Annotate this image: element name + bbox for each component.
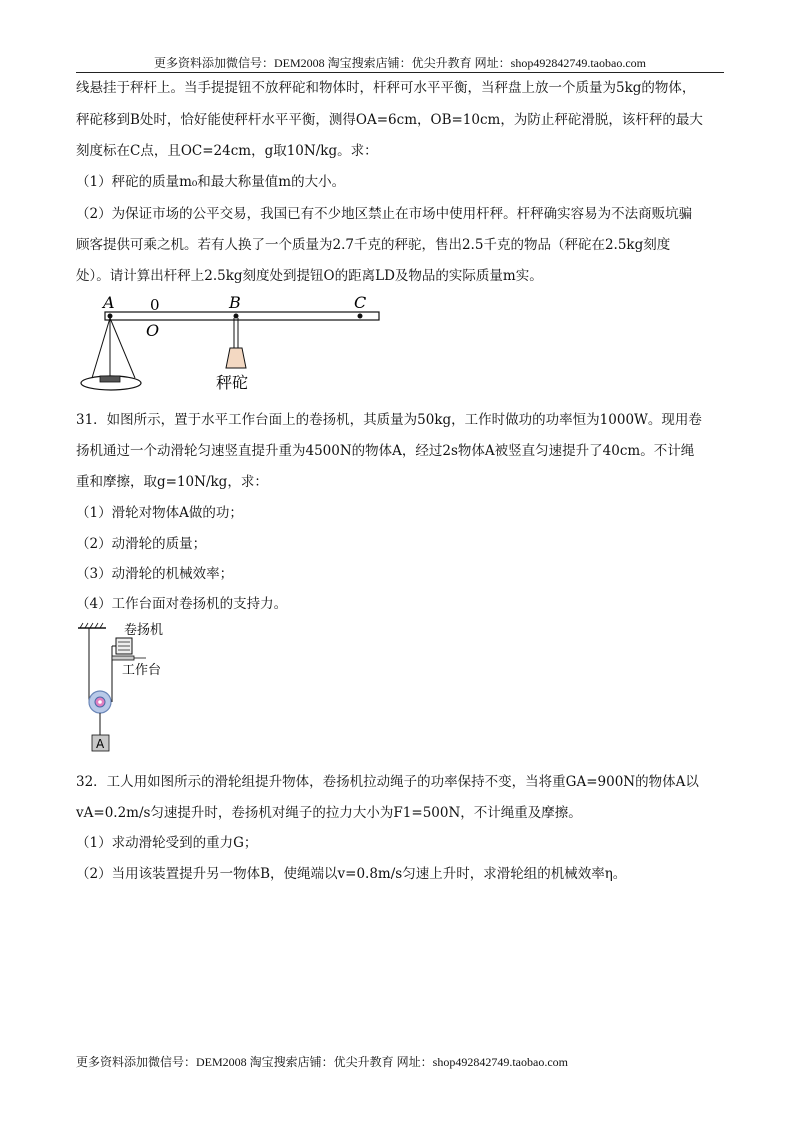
label-knob: 0 (150, 296, 160, 314)
q31-stem-line-1: 31．如图所示，置于水平工作台面上的卷扬机，其质量为50kg，工作时做功的功率恒为1000W。现用卷 (76, 412, 702, 428)
page-footer: 更多资料添加微信号：DEM2008 淘宝搜索店铺：优尖升教育 网址：shop492842749.taobao.com (76, 1055, 568, 1069)
counterweight (226, 348, 246, 368)
q30-sub-1: （1）秤砣的质量m₀和最大称量值m的大小。 (76, 174, 346, 190)
q30-line-2: 秤砣移到B处时，恰好能使秤杆水平平衡，测得OA=6cm，OB=10cm，为防止秤砣滑脱，该杆秤的最大 (76, 112, 703, 128)
page-header: 更多资料添加微信号：DEM2008 淘宝搜索店铺：优尖升教育 网址：shop492842749.taobao.com (154, 56, 646, 70)
q32-sub-1: （1）求动滑轮受到的重力G； (76, 835, 258, 851)
point-b-dot (234, 314, 239, 319)
q31-sub-2: （2）动滑轮的质量； (76, 536, 207, 552)
winch-pulley-figure (72, 620, 212, 760)
q31-sub-1: （1）滑轮对物体A做的功； (76, 505, 243, 521)
point-a-dot (108, 314, 113, 319)
steelyard-figure (95, 290, 385, 400)
counterweight-label: 秤砣 (216, 373, 249, 392)
q31-stem-line-2: 扬机通过一个动滑轮匀速竖直提升重为4500N的物体A，经过2s物体A被竖直匀速提升了40cm。不计绳 (76, 443, 695, 459)
q30-sub-2-line-1: （2）为保证市场的公平交易，我国已有不少地区禁止在市场中使用杆秤。杆秤确实容易为不法商贩坑骗 (76, 206, 693, 222)
q30-sub-2-line-3: 处）。请计算出杆秤上2.5kg刻度处到提钮O的距离LD及物品的实际质量m实。 (76, 268, 543, 284)
object-a-label: A (96, 737, 105, 751)
steelyard-beam (105, 312, 379, 320)
work-table (112, 656, 134, 660)
label-c: C (354, 293, 367, 312)
point-c-dot (358, 314, 363, 319)
q32-stem-line-1: 32．工人用如图所示的滑轮组提升物体，卷扬机拉动绳子的功率保持不变，当将重GA=900N的物体A以 (76, 774, 699, 790)
label-o: O (146, 321, 160, 340)
label-a: A (103, 293, 115, 312)
object-on-pan (100, 376, 120, 382)
q30-line-1: 线悬挂于秤杆上。当手提提钮不放秤砣和物体时，杆秤可水平平衡，当秤盘上放一个质量为5kg的物体， (76, 80, 696, 96)
table-label: 工作台 (122, 663, 162, 678)
q32-sub-2: （2）当用该装置提升另一物体B，使绳端以v=0.8m/s匀速上升时，求滑轮组的机械效率η。 (76, 866, 627, 882)
q31-sub-3: （3）动滑轮的机械效率； (76, 566, 234, 582)
q30-sub-2-line-2: 顾客提供可乘之机。若有人换了一个质量为2.7千克的秤驼，售出2.5千克的物品（秤砣在2.5kg刻度 (76, 237, 671, 253)
q32-stem-line-2: vA=0.2m/s匀速提升时，卷扬机对绳子的拉力大小为F1=500N，不计绳重及摩擦。 (76, 805, 582, 821)
q31-sub-4: （4）工作台面对卷扬机的支持力。 (76, 596, 288, 612)
winch-label: 卷扬机 (124, 623, 164, 638)
header-divider (76, 72, 724, 73)
q30-line-3: 刻度标在C点，且OC=24cm，g取10N/kg。求： (76, 143, 378, 159)
label-b: B (229, 293, 241, 312)
q31-stem-line-3: 重和摩擦，取g=10N/kg，求： (76, 474, 268, 490)
